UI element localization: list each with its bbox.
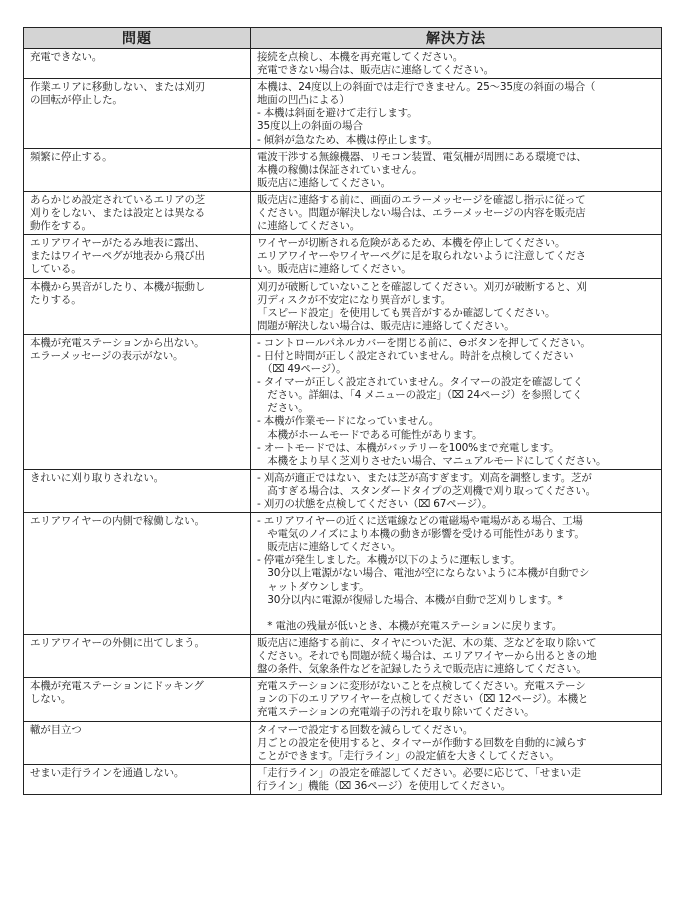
problem-line: たりする。 [30,293,82,306]
table-row [24,678,662,721]
problem-cell [24,634,251,677]
solution-line: - 刈高が適正ではない、または芝が高すぎます。刈高を調整します。芝が [257,471,592,484]
solution-line: ワイヤーが切断される危険があるため、本機を停止してください。 [257,237,566,250]
solution-line: - コントロールパネルカバーを閉じる前に、⊖ボタンを押してください。 [257,336,591,349]
solution-line: 刃ディスクが不安定になり異音がします。 [257,293,452,306]
problem-line: 刈りをしない、または設定とは異なる [30,207,206,220]
solution-line: ャットダウンします。 [257,580,370,593]
solution-line: 電波干渉する無線機器、リモコン装置、電気柵が周囲にある環境では、 [257,150,587,163]
solution-line: 高すぎる場合は、スタンダードタイプの芝刈機で刈り取ってください。 [257,484,596,497]
problem-cell [24,235,251,278]
problem-line: 作業エリアに移動しない、または刈刃 [30,81,206,94]
solution-cell [251,334,662,469]
problem-cell [24,334,251,469]
table-row [24,49,662,79]
problem-line: 本機から異音がしたり、本機が振動し [30,280,206,293]
problem-line: 充電できない。 [30,51,103,63]
solution-line: 充電ステーションの充電端子の汚れを取り除いてください。 [257,706,535,719]
table-row [24,79,662,148]
solution-line: 販売店に連絡する前に、タイヤについた泥、木の葉、芝などを取り除いて [257,636,597,649]
solution-line: 行ライン」機能（⌧ 36ページ）を使用してください。 [257,779,512,792]
problem-cell [24,49,251,79]
table-row [24,764,662,794]
solution-cell [251,469,662,512]
problem-cell [24,191,251,234]
solution-line: 地面の凹凸による） [257,94,350,107]
problem-cell [24,79,251,148]
solution-line: 30分以内に電源が復帰した場合、本機が自動で芝刈りします。* [257,593,563,606]
solution-line: - 日付と時間が正しく設定されていません。時計を点検してください [257,349,574,362]
solution-line: 接続を点検し、本機を再充電してください。 [257,51,463,63]
solution-line: ことができます。「走行ライン」の設定値を大きくしてください。 [257,749,560,762]
problem-line: の回転が停止した。 [30,94,123,107]
solution-line: 充電できない場合は、販売店に連絡してください。 [257,64,494,77]
solution-line: ださい。 [257,402,309,415]
solution-cell [251,79,662,148]
solution-line: 販売店に連絡する前に、画面のエラーメッセージを確認し指示に従って [257,193,586,206]
solution-line: ください。問題が解決しない場合は、エラーメッセージの内容を販売店 [257,207,586,220]
solution-line: - 本機が作業モードになっていません。 [257,415,440,428]
solution-line: 本機は、24度以上の斜面では走行できません。25～35度の斜面の場合（ [257,81,596,94]
solution-line: - 本機は斜面を避けて走行します。 [257,107,418,120]
solution-line: 「走行ライン」の設定を確認してください。必要に応じて、「せまい走 [257,766,581,779]
table-row [24,513,662,635]
problem-line: しない。 [30,693,72,706]
table-row [24,148,662,191]
problem-line: またはワイヤーペグが地表から飛び出 [30,250,205,263]
solution-cell [251,721,662,764]
solution-line: - オートモードでは、本機がバッテリーを100%まで充電します。 [257,441,560,454]
solution-line: 刈刃が破断していないことを確認してください。刈刃が破断すると、刈 [257,280,587,293]
solution-cell [251,764,662,794]
solution-line: 販売店に連絡してください。 [257,176,391,189]
problem-line: 頻繁に停止する。 [30,150,113,163]
solution-cell [251,278,662,334]
problem-line: あらかじめ設定されているエリアの芝 [30,193,206,206]
troubleshooting-table [23,27,662,795]
solution-line: 盤の条件、気象条件などを記録したうえで販売店に連絡してください。 [257,663,587,676]
table-header-row [24,28,662,49]
table-row [24,469,662,512]
solution-cell [251,191,662,234]
problem-line: エリアワイヤーの外側に出てしまう。 [30,636,205,649]
problem-line: エラーメッセージの表示がない。 [30,349,184,362]
solution-line: - エリアワイヤーの近くに送電線などの電磁場や電場がある場合、工場 [257,515,583,528]
problem-line: 本機が充電ステーションから出ない。 [30,336,205,349]
problem-cell [24,513,251,635]
solution-line: や電気のノイズにより本機の動きが影響を受ける可能性があります。 [257,528,585,541]
problem-line: エリアワイヤーの内側で稼働しない。 [30,515,205,528]
solution-line: に連絡してください。 [257,220,360,233]
solution-cell [251,634,662,677]
problem-cell [24,278,251,334]
problem-cell [24,469,251,512]
solution-line: - 停電が発生しました。本機が以下のように運転します。 [257,554,521,567]
solution-line: - 刈刃の状態を点検してください（⌧ 67ページ）。 [257,498,493,510]
solution-line: （⌧ 49ページ）。 [257,363,347,376]
solution-cell [251,513,662,635]
table-row [24,634,662,677]
header-solution: 解決方法 [251,28,662,49]
problem-cell [24,764,251,794]
problem-cell [24,678,251,721]
solution-line: - 傾斜が急なため、本機は停止します。 [257,133,438,146]
table-row [24,721,662,764]
table-body [24,49,662,795]
problem-line: 本機が充電ステーションにドッキング [30,680,204,693]
table-row [24,278,662,334]
solution-cell [251,49,662,79]
solution-line: 本機がホームモードである可能性があります。 [257,428,483,441]
solution-line: 本機の稼働は保証されていません。 [257,163,423,176]
problem-line: きれいに刈り取りされない。 [30,471,164,484]
table-row [24,334,662,469]
solution-cell [251,235,662,278]
solution-line: ださい。詳細は、「4 メニューの設定」（⌧ 24ページ）を参照してく [257,389,583,402]
solution-line: * 電池の残量が低いとき、本機が充電ステーションに戻ります。 [257,619,562,632]
solution-line: エリアワイヤーやワイヤーペグに足を取られないように注意してくださ [257,250,586,263]
solution-line: 月ごとの設定を使用すると、タイマーが作動する回数を自動的に減らす [257,736,587,749]
solution-line: タイマーで設定する回数を減らしてください。 [257,723,474,736]
solution-line: 「スピード設定」を使用しても異音がするか確認してください。 [257,306,556,319]
problem-line: 動作をする。 [30,220,92,233]
problem-line: 轍が目立つ [30,723,82,736]
header-problem: 問題 [24,28,251,49]
solution-line: 問題が解決しない場合は、販売店に連絡してください。 [257,319,515,332]
solution-line: - タイマーが正しく設定されていません。タイマーの設定を確認してく [257,376,584,389]
solution-cell [251,678,662,721]
table-row [24,235,662,278]
solution-line: 販売店に連絡してください。 [257,541,402,554]
solution-line: 充電ステーションに変形がないことを点検してください。充電ステーシ [257,680,586,693]
solution-line [257,607,656,620]
solution-cell [251,148,662,191]
problem-cell [24,721,251,764]
solution-line: ください。それでも問題が続く場合は、エリアワイヤーから出るときの地 [257,650,597,663]
problem-line: エリアワイヤーがたるみ地表に露出、 [30,237,205,250]
problem-line: せまい走行ラインを通過しない。 [30,766,185,779]
solution-line: 35度以上の斜面の場合 [257,120,363,133]
solution-line: 本機をより早く芝刈りさせたい場合、マニュアルモードにしてください。 [257,454,607,467]
table-row [24,191,662,234]
solution-line: 30分以上電源がない場合、電池が空にならないように本機が自動でシ [257,567,590,580]
solution-line: ョンの下のエリアワイヤーを点検してください（⌧ 12ページ）。本機と [257,693,589,706]
problem-line: している。 [30,263,82,276]
problem-cell [24,148,251,191]
solution-line: い。販売店に連絡してください。 [257,263,412,276]
